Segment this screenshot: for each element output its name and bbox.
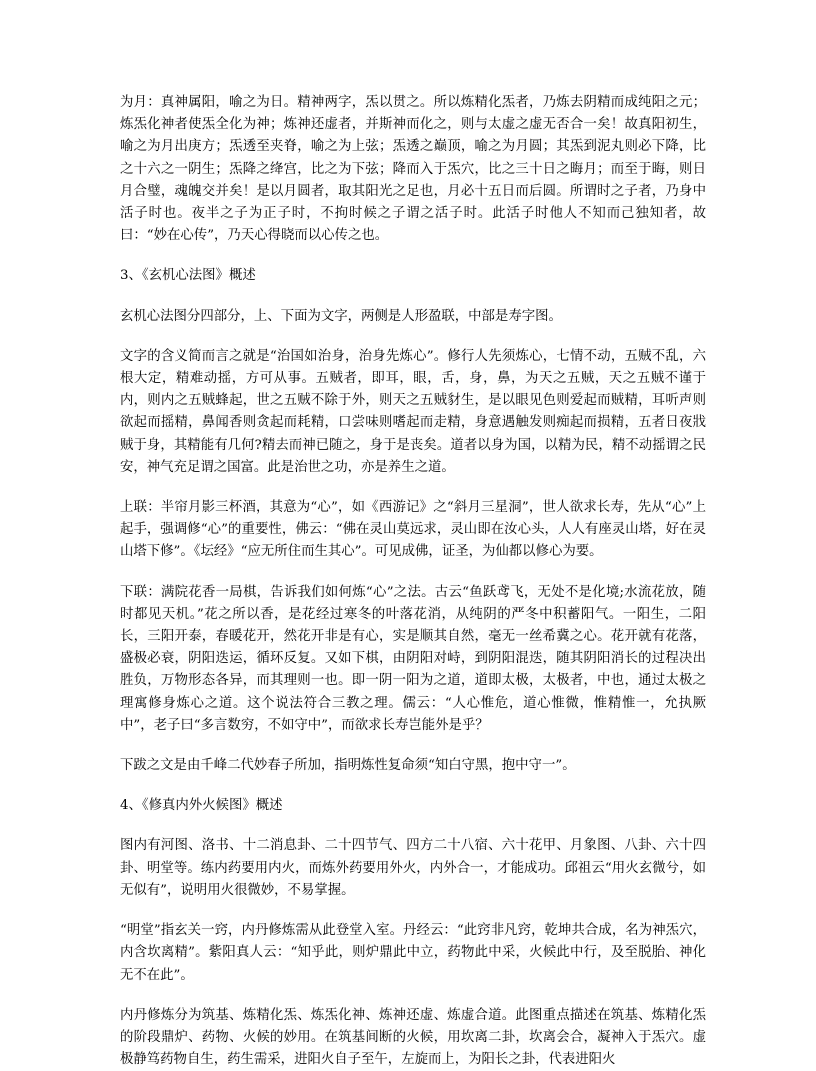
paragraph-chart-contents: 图内有河图、洛书、十二消息卦、二十四节气、四方二十八宿、六十花甲、月象图、八卦、六十四卦、明堂等。练内药要用内火，而炼外药要用外火，内外合一，才能成功。邱祖云“用火玄微兮，如无似有”，说明用火很微妙，不易掌握。 xyxy=(120,838,706,898)
paragraph-upper-couplet: 上联：半帘月影三杯酒，其意为“心”，如《西游记》之“斜月三星洞”，世人欲求长寿，先从“心”上起手，强调修“心”的重要性，佛云：“佛在灵山莫远求，灵山即在汝心头，人人有座灵山塔，好在灵山塔下修”。《坛经》“应无所住而生其心”。可见成佛，证圣，为仙都以修心为要。 xyxy=(120,500,706,560)
paragraph-lower-couplet: 下联：满院花香一局棋，告诉我们如何炼“心”之法。古云“鱼跃鸢飞，无处不是化境;水流花放，随时都见天机。”花之所以香，是花经过寒冬的叶落花消，从纯阴的严冬中积蓄阳气。一阳生，二阳长，三阳开泰，春暖花开，然花开非是有心，实是顺其自然，毫无一丝希冀之心。花开就有花落，盛极必衰，阴阳迭运，循环反复。又如下棋，由阴阳对峙，到阴阳混迭，随其阴阳消长的过程决出胜负，万物形态各异，而其理则一也。即一阴一阳为之道，道即太极，太极者，中也，通过太极之理寓修身炼心之道。这个说法符合三教之理。儒云：“人心惟危，道心惟微，惟精惟一，允执厥中”，老子曰“多言数穷，不如守中”，而欲求长寿岂能外是乎？ xyxy=(120,584,706,733)
intro-paragraph: 为月：真神属阳，喻之为日。精神两字，炁以贯之。所以炼精化炁者，乃炼去阴精而成纯阳之元；炼炁化神者使炁全化为神；炼神还虚者，并斯神而化之，则与太虚之虚无否合一矣！故真阳初生，喻之为月出庚方；炁透至夹脊，喻之为上弦；炁透之巅顶，喻之为月圆；其炁到泥丸则必下降，比之十六之一阴生；炁降之绛宫，比之为下弦；降而入于炁穴，比之三十日之晦月；而至于晦，则日月合璧，魂魄交并矣！是以月圆者，取其阳光之足也，月必十五日而后圆。所谓时之子者，乃身中活子时也。夜半之子为正子时，不拘时候之子谓之活子时。此活子时他人不知而己独知者，故曰：“妙在心传”，乃天心得晓而以心传之也。 xyxy=(120,95,706,244)
paragraph-text-meaning: 文字的含义简而言之就是“治国如治身，治身先炼心”。修行人先须炼心，七情不动，五贼不乱，六根大定，精难动摇，方可从事。五贼者，即耳，眼，舌，身，鼻，为天之五贼，天之五贼不谨于内，则内之五贼蜂起，世之五贼不除于外，则天之五贼豺生，是以眼见色则爱起而贼精，耳听声则欲起而摇精，鼻闻香则贪起而耗精，口尝味则嗜起而走精，身意遇触发则痴起而损精，五者日夜戕贼于身，其精能有几何?精去而神已随之，身于是丧矣。道者以身为国，以精为民，精不动摇谓之民安，神气充足谓之国富。此是治世之功，亦是养生之道。 xyxy=(120,348,706,475)
section-heading-xiuzhen: 4、《修真内外火候图》概述 xyxy=(120,798,283,814)
paragraph-cultivation: 内丹修炼分为筑基、炼精化炁、炼炁化神、炼神还虚、炼虚合道。此图重点描述在筑基、炼精化炁的阶段鼎炉、药物、火候的妙用。在筑基间断的火候，用坎离二卦，坎离会合，凝神入于炁穴。虚极静笃药物自生，药生需采，进阳火自子至午，左旋而上，为阳长之卦，代表进阳火 xyxy=(120,1007,706,1068)
paragraph-mingtang: “明堂”指玄关一窍，内丹修炼需从此登堂入室。丹经云：“此窍非凡窍，乾坤共合成，名为神炁穴，内含坎离精”。紫阳真人云：“知乎此，则炉鼎此中立，药物此中采，火候此中行，及至脱胎、神化无不在此”。 xyxy=(120,923,706,983)
paragraph-structure: 玄机心法图分四部分，上、下面为文字，两侧是人形盈联，中部是寿字图。 xyxy=(120,308,562,324)
paragraph-postscript: 下跋之文是由千峰二代妙春子所加，指明炼性复命须“知白守黑，抱中守一”。 xyxy=(120,758,576,774)
section-heading-xuanji: 3、《玄机心法图》概述 xyxy=(120,268,256,284)
